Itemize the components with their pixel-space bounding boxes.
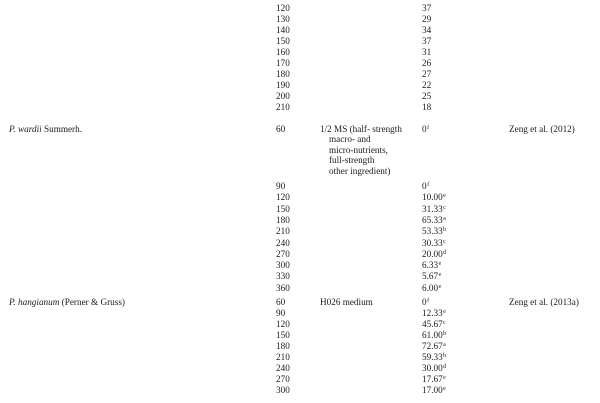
significance-letter: f — [427, 125, 430, 131]
value-cell: 22 — [422, 80, 432, 90]
significance-letter: f — [427, 298, 430, 304]
significance-letter: d — [443, 249, 447, 256]
value-cell: 18 — [422, 102, 432, 112]
value-cell: 25 — [422, 91, 432, 101]
days-cell: 150 — [276, 203, 290, 214]
value-cell: 34 — [422, 25, 432, 35]
value-cell: 61.00$^b$ — [422, 330, 447, 341]
value-cell: 12.33e — [422, 308, 446, 319]
medium-line: micro-nutrients, — [329, 144, 388, 155]
significance-letter: b — [443, 227, 447, 234]
days-cell: 270 — [276, 248, 290, 259]
days-cell: 120 — [276, 319, 290, 330]
table-row — [0, 271, 600, 282]
days-cell: 200 — [276, 91, 290, 101]
value-cell: 72.67$^a$ — [422, 341, 446, 352]
value-cell: 10.00e — [422, 192, 446, 203]
days-cell: 150 — [276, 330, 290, 341]
table-row — [0, 124, 600, 176]
table-row — [0, 14, 600, 25]
species-name: P. wardii Summerh. — [9, 124, 83, 134]
significance-letter: e — [438, 283, 442, 290]
days-cell: 300 — [276, 260, 290, 271]
days-cell: 180 — [276, 214, 290, 225]
days-cell: 180 — [276, 69, 290, 79]
significance-letter: d — [443, 364, 447, 371]
days-cell: 330 — [276, 271, 290, 282]
table-row — [0, 47, 600, 58]
value-cell: 17.67e — [422, 374, 446, 385]
value-cell: 30.33$^c$ — [422, 237, 446, 248]
table-row — [0, 25, 600, 36]
value-cell: 29 — [422, 14, 432, 24]
table-row — [0, 249, 600, 260]
species-name: P. hangianum (Perner & Gruss) — [9, 297, 125, 307]
table-row — [0, 192, 600, 203]
value-cell: 30.00$^d$ — [422, 363, 447, 374]
table-row — [0, 238, 600, 249]
days-cell: 160 — [276, 47, 290, 57]
table-row — [0, 102, 600, 113]
days-cell: 240 — [276, 237, 290, 248]
days-cell: 270 — [276, 374, 290, 385]
days-cell: 150 — [276, 36, 290, 46]
table-row — [0, 352, 600, 363]
table-row — [0, 260, 600, 271]
value-cell: 31 — [422, 47, 432, 57]
significance-letter: c — [443, 238, 446, 245]
medium-line: full-strength — [329, 155, 375, 166]
significance-letter: e — [443, 309, 446, 316]
table-row — [0, 341, 600, 352]
table-row — [0, 385, 600, 396]
table-row — [0, 204, 600, 215]
significance-letter: e — [438, 272, 442, 279]
significance-letter: e — [438, 261, 442, 268]
days-cell: 120 — [276, 192, 290, 203]
table-row — [0, 80, 600, 91]
table-row — [0, 215, 600, 226]
days-cell: 60 — [276, 297, 286, 307]
value-cell: 20.00$^d$ — [422, 248, 447, 259]
medium-line: macro- and — [329, 134, 371, 145]
medium-line: H026 medium — [320, 297, 373, 307]
value-cell: 6.00e — [422, 282, 442, 293]
significance-letter: b — [443, 353, 447, 360]
days-cell: 300 — [276, 385, 290, 396]
medium-line: other ingredient) — [329, 165, 391, 176]
significance-letter: b — [443, 331, 447, 338]
value-cell: 5.67e — [422, 271, 442, 282]
table-row — [0, 91, 600, 102]
table-row — [0, 226, 600, 237]
medium-line: 1/2 MS (half- strength — [320, 124, 402, 134]
days-cell: 170 — [276, 58, 290, 68]
table-row — [0, 58, 600, 69]
table-row — [0, 330, 600, 341]
table-row — [0, 283, 600, 294]
days-cell: 210 — [276, 226, 290, 237]
table-row — [0, 308, 600, 319]
table-row — [0, 363, 600, 374]
significance-letter: e — [443, 375, 446, 382]
days-cell: 130 — [276, 14, 290, 24]
significance-letter: a — [443, 342, 446, 349]
significance-letter: e — [443, 386, 446, 393]
value-cell: 0$^f$ — [422, 181, 430, 191]
table-row — [0, 3, 600, 14]
days-cell: 140 — [276, 25, 290, 35]
days-cell: 240 — [276, 363, 290, 374]
value-cell: 37 — [422, 3, 432, 13]
days-cell: 190 — [276, 80, 290, 90]
significance-letter: c — [443, 320, 446, 327]
significance-letter: a — [443, 215, 446, 222]
value-cell: 17.00e — [422, 385, 446, 396]
value-cell: 26 — [422, 58, 432, 68]
value-cell: 0$^f$ — [422, 124, 430, 134]
table-row — [0, 36, 600, 47]
medium-cell — [320, 124, 402, 176]
value-cell: 27 — [422, 69, 432, 79]
significance-letter: c — [443, 204, 446, 211]
days-cell: 210 — [276, 102, 290, 112]
reference-cell: Zeng et al. (2013a) — [509, 297, 579, 307]
table-row — [0, 374, 600, 385]
table-row — [0, 69, 600, 80]
value-cell: 65.33$^a$ — [422, 214, 446, 225]
value-cell: 37 — [422, 36, 432, 46]
value-cell: 6.33e — [422, 260, 442, 271]
days-cell: 60 — [276, 124, 286, 134]
reference-cell: Zeng et al. (2012) — [509, 124, 575, 134]
value-cell: 53.33$^b$ — [422, 226, 447, 237]
significance-letter: f — [427, 182, 430, 188]
value-cell: 59.33$^b$ — [422, 352, 447, 363]
table-row — [0, 181, 600, 192]
value-cell: 45.67$^c$ — [422, 319, 446, 330]
value-cell: 0$^f$ — [422, 297, 430, 307]
table-row — [0, 319, 600, 330]
medium-cell — [320, 297, 373, 307]
days-cell: 90 — [276, 308, 286, 319]
days-cell: 90 — [276, 181, 286, 191]
significance-letter: e — [443, 193, 446, 200]
days-cell: 180 — [276, 341, 290, 352]
days-cell: 210 — [276, 352, 290, 363]
table-row — [0, 297, 600, 308]
days-cell: 360 — [276, 282, 290, 293]
days-cell: 120 — [276, 3, 290, 13]
value-cell: 31.33$^c$ — [422, 203, 446, 214]
